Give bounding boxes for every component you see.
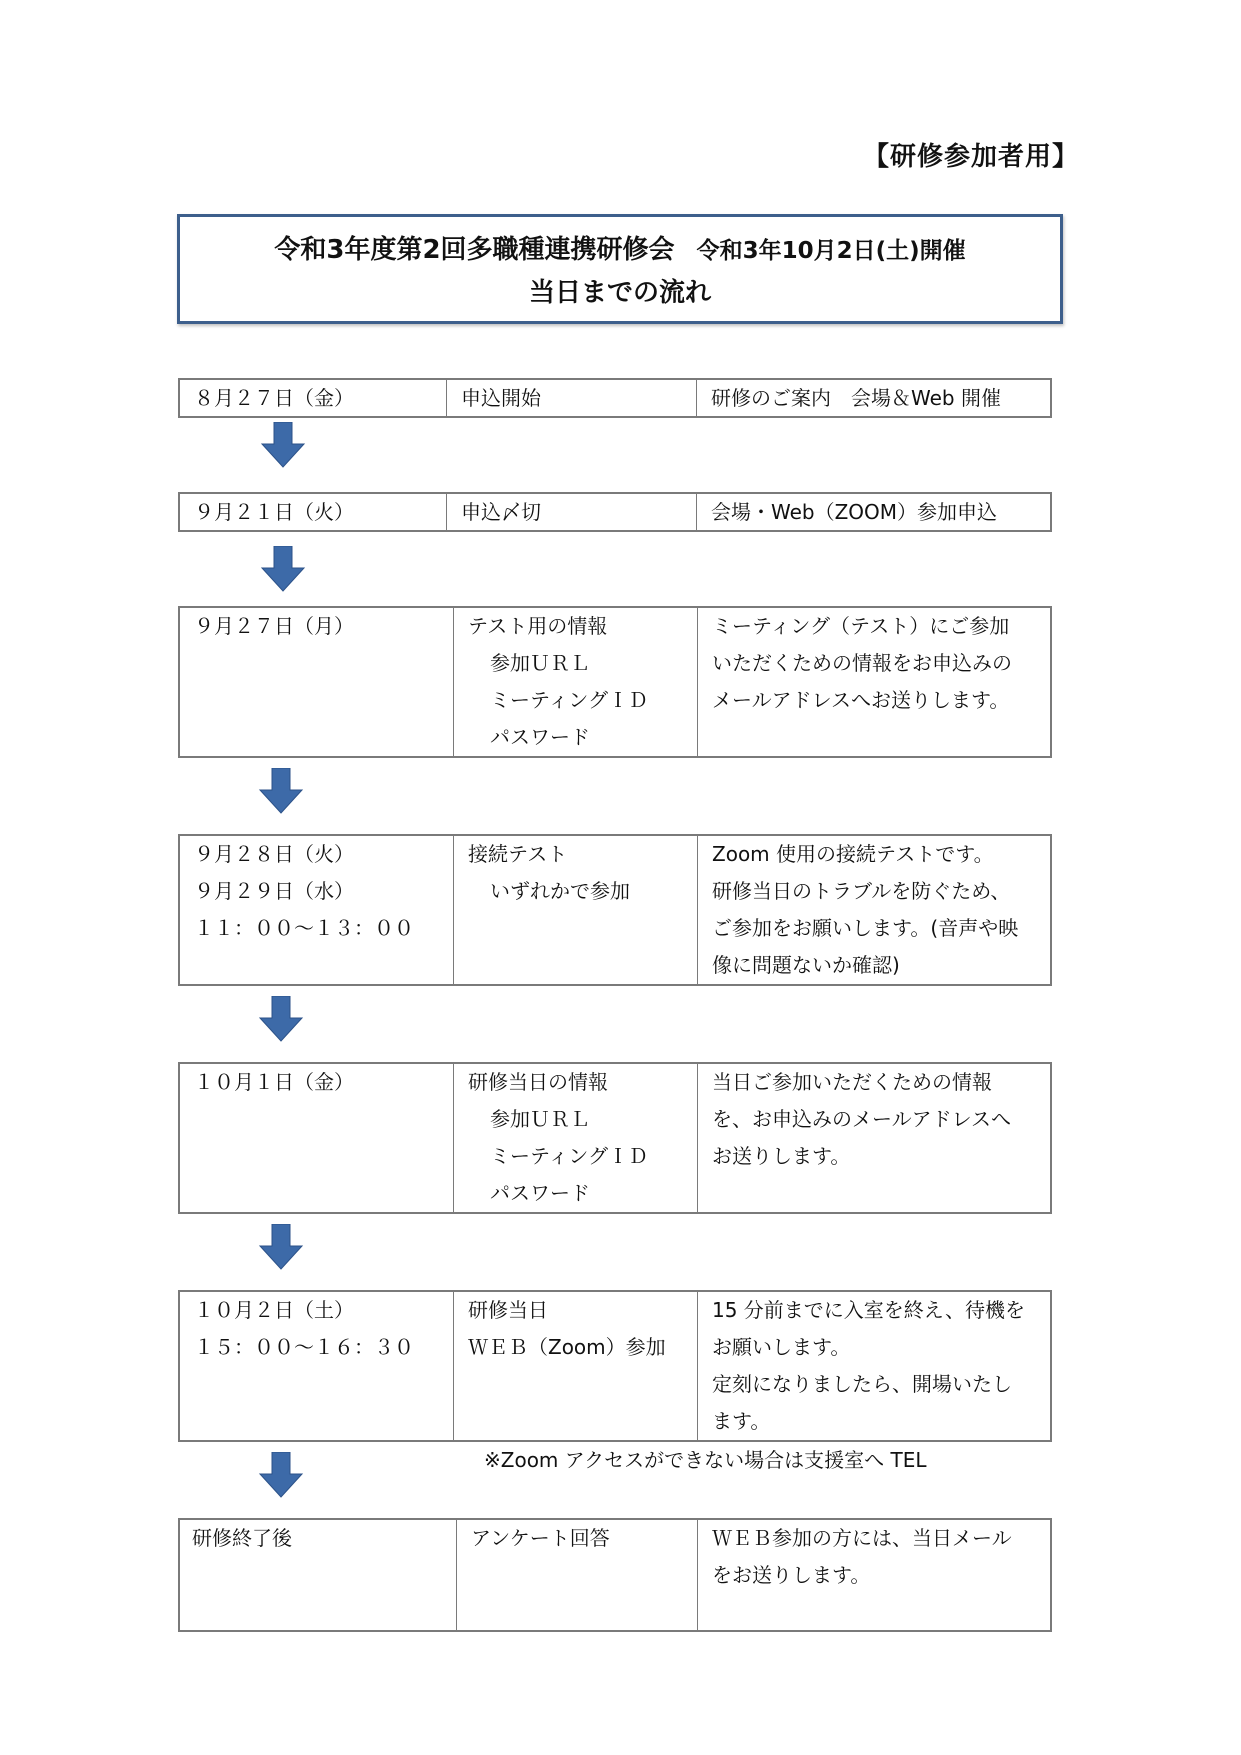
step-row-6 — [178, 1290, 1052, 1442]
step-detail-cell — [697, 1292, 1050, 1440]
step-date-cell — [180, 494, 446, 530]
step-date-cell — [180, 1064, 453, 1212]
step-item-cell — [453, 608, 697, 756]
step-detail-cell — [697, 608, 1050, 756]
step-item-cell — [453, 1292, 697, 1440]
step-item: ミーティングＩＤ — [490, 1144, 648, 1168]
title-main: 令和3年度第2回多職種連携研修会 — [274, 235, 675, 265]
step-item: 参加ＵＲＬ — [490, 651, 590, 675]
step-detail: Zoom 使用の接続テストです。 — [712, 842, 994, 866]
step-time: １５：００～１６：３０ — [194, 1335, 414, 1359]
step-detail: ます。 — [712, 1409, 771, 1433]
step-time: １１：００～１３：００ — [194, 916, 414, 940]
step-item: 申込〆切 — [461, 500, 541, 524]
step-row-5 — [178, 1062, 1052, 1214]
step-detail: をお送りします。 — [712, 1563, 871, 1587]
step-detail: 研修のご案内 会場＆Web 開催 — [711, 386, 1001, 410]
down-arrow-icon — [258, 1452, 304, 1498]
title-line2: 当日までの流れ — [528, 278, 711, 308]
step-item: パスワード — [490, 1181, 590, 1205]
step-date: ９月２９日（水） — [194, 879, 354, 903]
step-detail: 会場・Web（ZOOM）参加申込 — [711, 500, 998, 524]
step-detail: ミーティング（テスト）にご参加 — [712, 614, 1010, 638]
step-detail: お送りします。 — [712, 1144, 851, 1168]
document-audience-label: 【研修参加者用】 — [862, 142, 1079, 172]
step-date: ８月２７日（金） — [194, 386, 354, 410]
step-detail-cell — [697, 836, 1050, 984]
down-arrow-icon — [260, 546, 306, 592]
step-detail: お願いします。 — [712, 1335, 851, 1359]
step-date-cell — [180, 380, 446, 416]
step-item: 研修当日 — [468, 1298, 548, 1322]
step-detail: いただくための情報をお申込みの — [712, 651, 1012, 675]
step-item-cell — [453, 1064, 697, 1212]
step-date-cell — [180, 1520, 456, 1630]
title-date: 令和3年10月2日(土)開催 — [696, 238, 966, 264]
step-detail: 15 分前までに入室を終え、待機を — [712, 1298, 1026, 1322]
title-box — [177, 214, 1063, 324]
step-item: ミーティングＩＤ — [490, 688, 648, 712]
step-detail: 像に問題ないか確認) — [712, 953, 900, 977]
zoom-support-note: ※Zoom アクセスができない場合は支援室へ TEL — [484, 1448, 927, 1472]
step-detail: 当日ご参加いただくための情報 — [712, 1070, 992, 1094]
step-item: 申込開始 — [461, 386, 541, 410]
step-date-cell — [180, 608, 453, 756]
down-arrow-icon — [258, 996, 304, 1042]
step-item: アンケート回答 — [471, 1526, 610, 1550]
step-item: パスワード — [490, 725, 590, 749]
down-arrow-icon — [258, 768, 304, 814]
step-detail: 研修当日のトラブルを防ぐため、 — [712, 879, 1011, 903]
step-detail: ご参加をお願いします。(音声や映 — [712, 916, 1019, 940]
step-date-cell — [180, 1292, 453, 1440]
step-item-cell — [456, 1520, 697, 1630]
down-arrow-icon — [258, 1224, 304, 1270]
step-row-2 — [178, 492, 1052, 532]
step-date: １０月１日（金） — [194, 1070, 354, 1094]
step-detail-cell — [697, 1064, 1050, 1212]
step-detail-cell — [696, 494, 1050, 530]
step-row-4 — [178, 834, 1052, 986]
step-detail-cell — [696, 380, 1050, 416]
step-item: 接続テスト — [468, 842, 568, 866]
step-item-cell — [446, 494, 696, 530]
step-item: いずれかで参加 — [490, 879, 630, 903]
step-item-cell — [446, 380, 696, 416]
step-item: テスト用の情報 — [468, 614, 608, 638]
step-item-cell — [453, 836, 697, 984]
step-date: ９月２７日（月） — [194, 614, 354, 638]
step-item: 参加ＵＲＬ — [490, 1107, 590, 1131]
step-date: 研修終了後 — [192, 1526, 292, 1550]
step-row-3 — [178, 606, 1052, 758]
step-item: ＷＥＢ（Zoom）参加 — [468, 1335, 666, 1359]
step-date: ９月２８日（火） — [194, 842, 354, 866]
step-date: ９月２１日（火） — [194, 500, 354, 524]
step-date: １０月２日（土） — [194, 1298, 354, 1322]
down-arrow-icon — [260, 422, 306, 468]
step-detail: を、お申込みのメールアドレスへ — [712, 1107, 1011, 1131]
step-detail: ＷＥＢ参加の方には、当日メール — [712, 1526, 1012, 1550]
step-item: 研修当日の情報 — [468, 1070, 608, 1094]
step-row-7 — [178, 1518, 1052, 1632]
step-date-cell — [180, 836, 453, 984]
step-detail: メールアドレスへお送りします。 — [712, 688, 1010, 712]
step-detail-cell — [697, 1520, 1050, 1630]
step-row-1 — [178, 378, 1052, 418]
step-detail: 定刻になりましたら、開場いたし — [712, 1372, 1012, 1396]
title-line1 — [274, 229, 965, 266]
